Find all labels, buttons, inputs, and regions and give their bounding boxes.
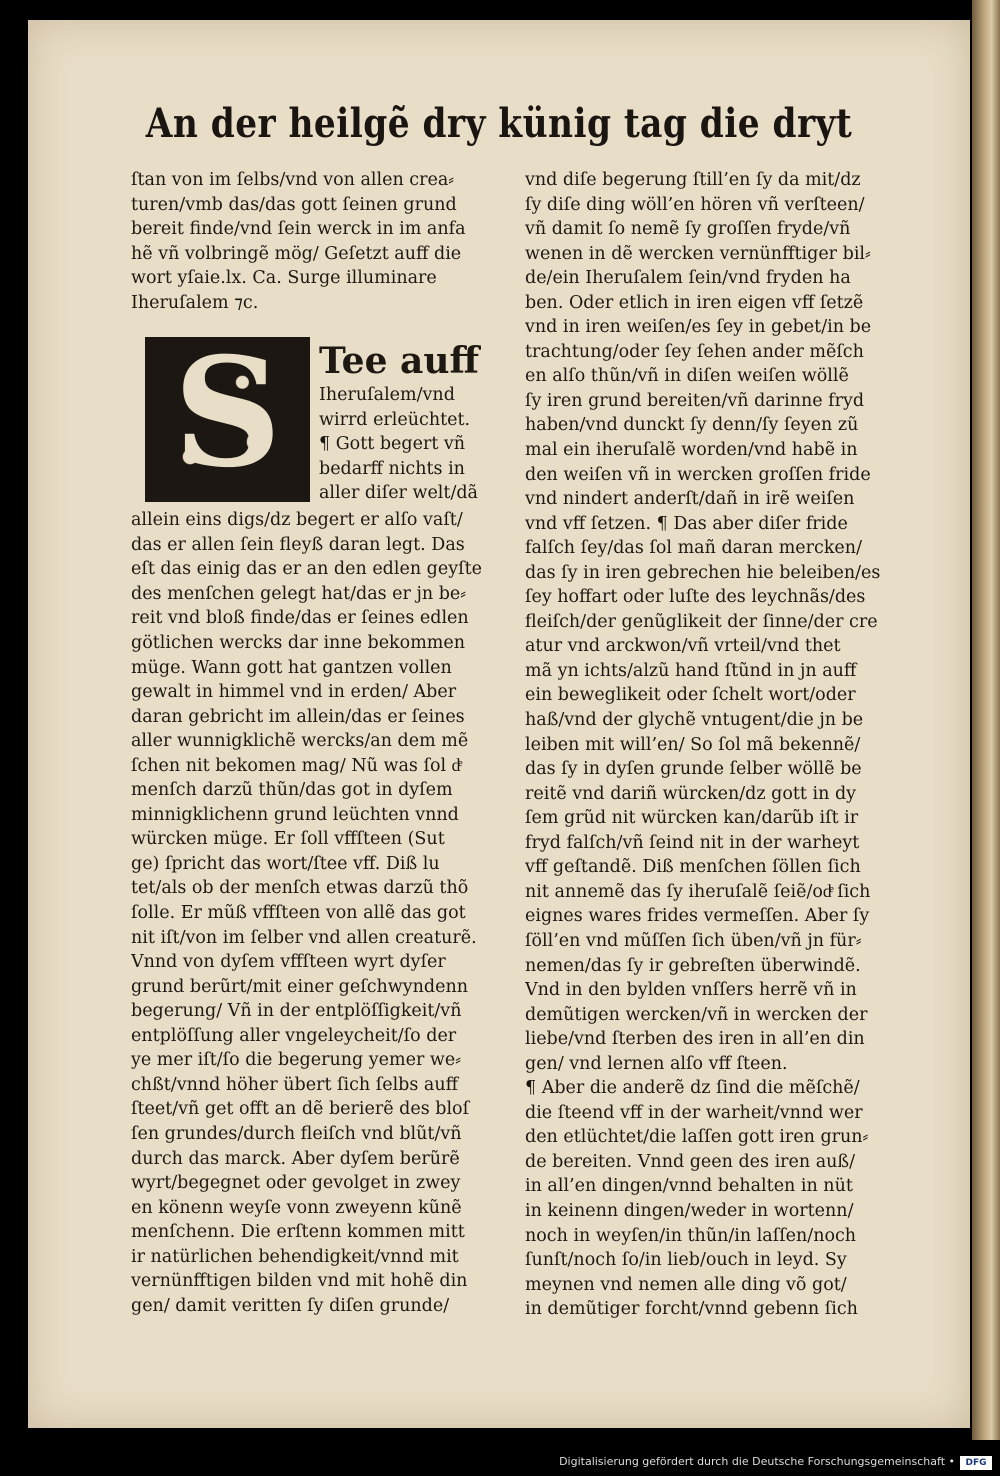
text-line: wirrd erleüchtet. <box>319 409 471 430</box>
right-lines <box>525 168 903 1322</box>
text-line: trachtung/oder ſey ſehen ander mẽſch <box>525 341 864 362</box>
text-line: daran gebricht im allein/das er ſeines <box>131 706 465 727</box>
left-top-lines <box>131 168 506 315</box>
book-page <box>28 20 970 1428</box>
text-line: fryd falſch/vñ ſeind nit in der warheyt <box>525 832 860 853</box>
text-line: nemen/das ſy ir gebreſten überwindẽ. <box>525 955 861 976</box>
text-line: en könenn weyſe vonn zweyenn kũnẽ <box>131 1197 462 1218</box>
text-line: Vnd in den bylden vnſſers herrẽ vñ in <box>525 980 857 1001</box>
text-line: in all’en dingen/vnnd behalten in nüt <box>525 1176 853 1197</box>
text-line: ein beweglikeit oder ſchelt wort/oder <box>525 685 856 706</box>
text-line: hẽ vñ volbringẽ mög/ Geſetzt auff die <box>131 243 462 264</box>
text-line: allein eins digs/dz begert er alſo vaſt/ <box>131 510 463 531</box>
text-line: ſy iren grund bereiten/vñ darinne fryd <box>525 390 865 411</box>
page-edge <box>972 0 1000 1440</box>
text-line: fleiſch/der genũglikeit der ſinne/der cre <box>525 611 878 632</box>
text-line: minnigklichenn grund leüchten vnnd <box>131 804 459 825</box>
text-line: entplöſſung aller vngeleycheit/ſo der <box>131 1025 457 1046</box>
text-line: mã yn ichts/alzũ hand ſtũnd in jn auff <box>525 660 857 681</box>
text-line: ge) ſpricht das wort/ſtee vff. Diß lu <box>131 853 440 874</box>
text-line: ¶ Gott begert vñ <box>319 434 466 455</box>
initial-side-lines <box>319 383 519 506</box>
text-line: nit iſt/von im ſelber vnd allen creaturẽ. <box>131 927 477 948</box>
text-line: in demũtiger forcht/vnnd gebenn ſich <box>525 1299 858 1320</box>
initial-letter: S <box>173 325 282 502</box>
text-line: eignes wares frides vermeſſen. Aber ſy <box>525 906 870 927</box>
text-line: bereit finde/vnd ſein werck in im anfa <box>131 219 466 240</box>
text-line: den weiſen vñ in wercken groſſen fride <box>525 464 871 485</box>
text-line: menſchenn. Die erſtenn kommen mitt <box>131 1222 465 1243</box>
text-line: in keinenn dingen/weder in wortenn/ <box>525 1200 854 1221</box>
text-line: tet/als ob der menſch etwas darzũ thõ <box>131 878 469 899</box>
text-line: atur vnd arckwon/vñ vrteil/vnd thet <box>525 636 841 657</box>
text-line: vnd nindert anderſt/dañ in irẽ weiſen <box>525 489 855 510</box>
text-line: reit vnd bloß finde/das er ſeines edlen <box>131 608 469 629</box>
text-line: liebe/vnd ſterben des iren in all’en din <box>525 1029 865 1050</box>
text-line: ir natürlichen behendigkeit/vnnd mit <box>131 1246 459 1267</box>
text-line: müge. Wann gott hat gantzen vollen <box>131 657 452 678</box>
page-title: An der heilgẽ dry künig tag die dryt <box>145 100 853 147</box>
text-line: das er allen ſein fleyß daran legt. Das <box>131 534 465 555</box>
footer-credit: Digitalisierung gefördert durch die Deutsche Forschungsgemeinschaft • <box>559 1455 955 1468</box>
text-line: de/ein Iheruſalem ſein/vnd fryden ha <box>525 268 851 289</box>
text-line: grund berũrt/mit einer geſchwyndenn <box>131 976 469 997</box>
text-line: aller diſer welt/dã <box>319 483 478 504</box>
text-line: vff geſtandẽ. Diß menſchen ſöllen ſich <box>525 857 861 878</box>
text-line: wenen in dẽ wercken vernünfftiger bil⸗ <box>525 243 871 264</box>
text-line: vnd vff ſetzen. ¶ Das aber diſer fride <box>525 513 848 534</box>
text-line: nit annemẽ das ſy iheruſalẽ ſeiẽ/odͤ ſich <box>525 881 871 902</box>
text-line: falſch ſey/das ſol mañ daran mercken/ <box>525 538 862 559</box>
initial-heading: Tee auff <box>319 340 480 383</box>
text-line: begerung/ Vñ in der entplöſſigkeit/vñ <box>131 1001 462 1022</box>
text-line: haben/vnd dunckt ſy denn/ſy ſeyen zũ <box>525 415 859 436</box>
text-line: reitẽ vnd dariñ würcken/dz gott in dy <box>525 783 857 804</box>
text-line: haß/vnd der glychẽ vntugent/die jn be <box>525 710 864 731</box>
text-line: en alſo thũn/vñ in diſen weiſen wöllẽ <box>525 366 849 387</box>
text-line: götlichen wercks dar inne bekommen <box>131 633 466 654</box>
text-line: ſchen nit bekomen mag/ Nũ was ſol dͤ <box>131 755 461 776</box>
text-line: noch in weyſen/in thũn/in laſſen/noch <box>525 1225 857 1246</box>
text-line: aller wunnigklichẽ wercks/an dem mẽ <box>131 731 469 752</box>
text-line: bedarff nichts in <box>319 458 465 479</box>
text-line: mal ein iheruſalẽ worden/vnd habẽ in <box>525 440 858 461</box>
text-line: chßt/vnnd höher übert ſich ſelbs auff <box>131 1074 459 1095</box>
text-line: Vnnd von dyſem vffſteen wyrt dyſer <box>131 952 446 973</box>
footer-bar <box>0 1440 1000 1476</box>
text-line: ſtan von im ſelbs/vnd von allen crea⸗ <box>131 170 455 190</box>
text-line: ben. Oder etlich in iren eigen vff ſetzẽ <box>525 292 864 313</box>
text-line: die ſteend vff in der warheit/vnnd wer <box>525 1102 863 1123</box>
text-line: gen/ vnd lernen alſo vff ſteen. <box>525 1053 788 1074</box>
text-line: den etlüchtet/die laſſen gott iren grun⸗ <box>525 1127 869 1148</box>
text-line: gen/ damit veritten ſy diſen grunde/ <box>131 1295 450 1316</box>
text-line: wort yſaie.lx. Ca. Surge illuminare <box>131 268 437 289</box>
text-line: vnd in iren weiſen/es ſey in gebet/in be <box>525 317 872 338</box>
text-line: Iheruſalem ⁊c. <box>131 292 259 313</box>
right-column <box>525 168 903 1322</box>
text-line: Iheruſalem/vnd <box>319 385 455 406</box>
text-line: das ſy in iren gebrechen hie beleiben/es <box>525 562 881 583</box>
text-line: ſöll’en vnd mũſſen ſich üben/vñ jn für⸗ <box>525 930 862 951</box>
text-line: durch das marck. Aber dyſem berũrẽ <box>131 1148 460 1169</box>
text-line: ye mer iſt/ſo die begerung yemer we⸗ <box>131 1050 462 1071</box>
text-line: ſy diſe ding wöll’en hören vñ verſteen/ <box>525 194 865 215</box>
left-bottom-lines <box>131 508 506 1318</box>
text-line: vñ damit ſo nemẽ ſy groſſen fryde/vñ <box>525 219 851 240</box>
decorated-initial <box>145 325 310 502</box>
text-line: ¶ Aber die anderẽ dz ſind die mẽſchẽ/ <box>525 1078 860 1099</box>
text-line: wyrt/begegnet oder gevolget in zwey <box>131 1173 461 1194</box>
text-line: leiben mit will’en/ So ſol mã bekennẽ/ <box>525 734 861 755</box>
initial-block <box>131 325 506 508</box>
text-line: ſteet/vñ get offt an dẽ berierẽ des bloſ <box>131 1099 470 1120</box>
text-line: menſch darzũ thũn/das got in dyſem <box>131 780 453 801</box>
text-line: demũtigen wercken/vñ in wercken der <box>525 1004 868 1025</box>
text-line: würcken müge. Er ſoll vffſteen (Sut <box>131 829 445 850</box>
text-line: ſem grũd nit würcken kan/darũb iſt ir <box>525 808 859 829</box>
dfg-logo: DFG <box>960 1456 992 1470</box>
left-column <box>131 168 506 1318</box>
text-line: vnd diſe begerung ſtill’en ſy da mit/dz <box>525 170 861 190</box>
text-line: turen/vmb das/das gott ſeinen grund <box>131 194 457 215</box>
text-line: ſen grundes/durch fleiſch vnd blũt/vñ <box>131 1123 462 1144</box>
text-line: meynen vnd nemen alle ding võ got/ <box>525 1274 847 1295</box>
text-line: ſunſt/noch ſo/in lieb/ouch in leyd. Sy <box>525 1250 847 1271</box>
text-line: das ſy in dyſen grunde ſelber wöllẽ be <box>525 759 862 780</box>
text-line: ſolle. Er mũß vffſteen von allẽ das got <box>131 903 466 924</box>
text-line: vernünfftigen bilden vnd mit hohẽ din <box>131 1271 468 1292</box>
text-line: de bereiten. Vnnd geen des iren auß/ <box>525 1151 856 1172</box>
text-line: gewalt in himmel vnd in erden/ Aber <box>131 682 457 703</box>
text-line: des menſchen gelegt hat/das er jn be⸗ <box>131 583 467 604</box>
text-line: ſey hoffart oder luſte des leychnãs/des <box>525 587 866 608</box>
text-line: eſt das einig das er an den edlen geyſte <box>131 559 482 580</box>
